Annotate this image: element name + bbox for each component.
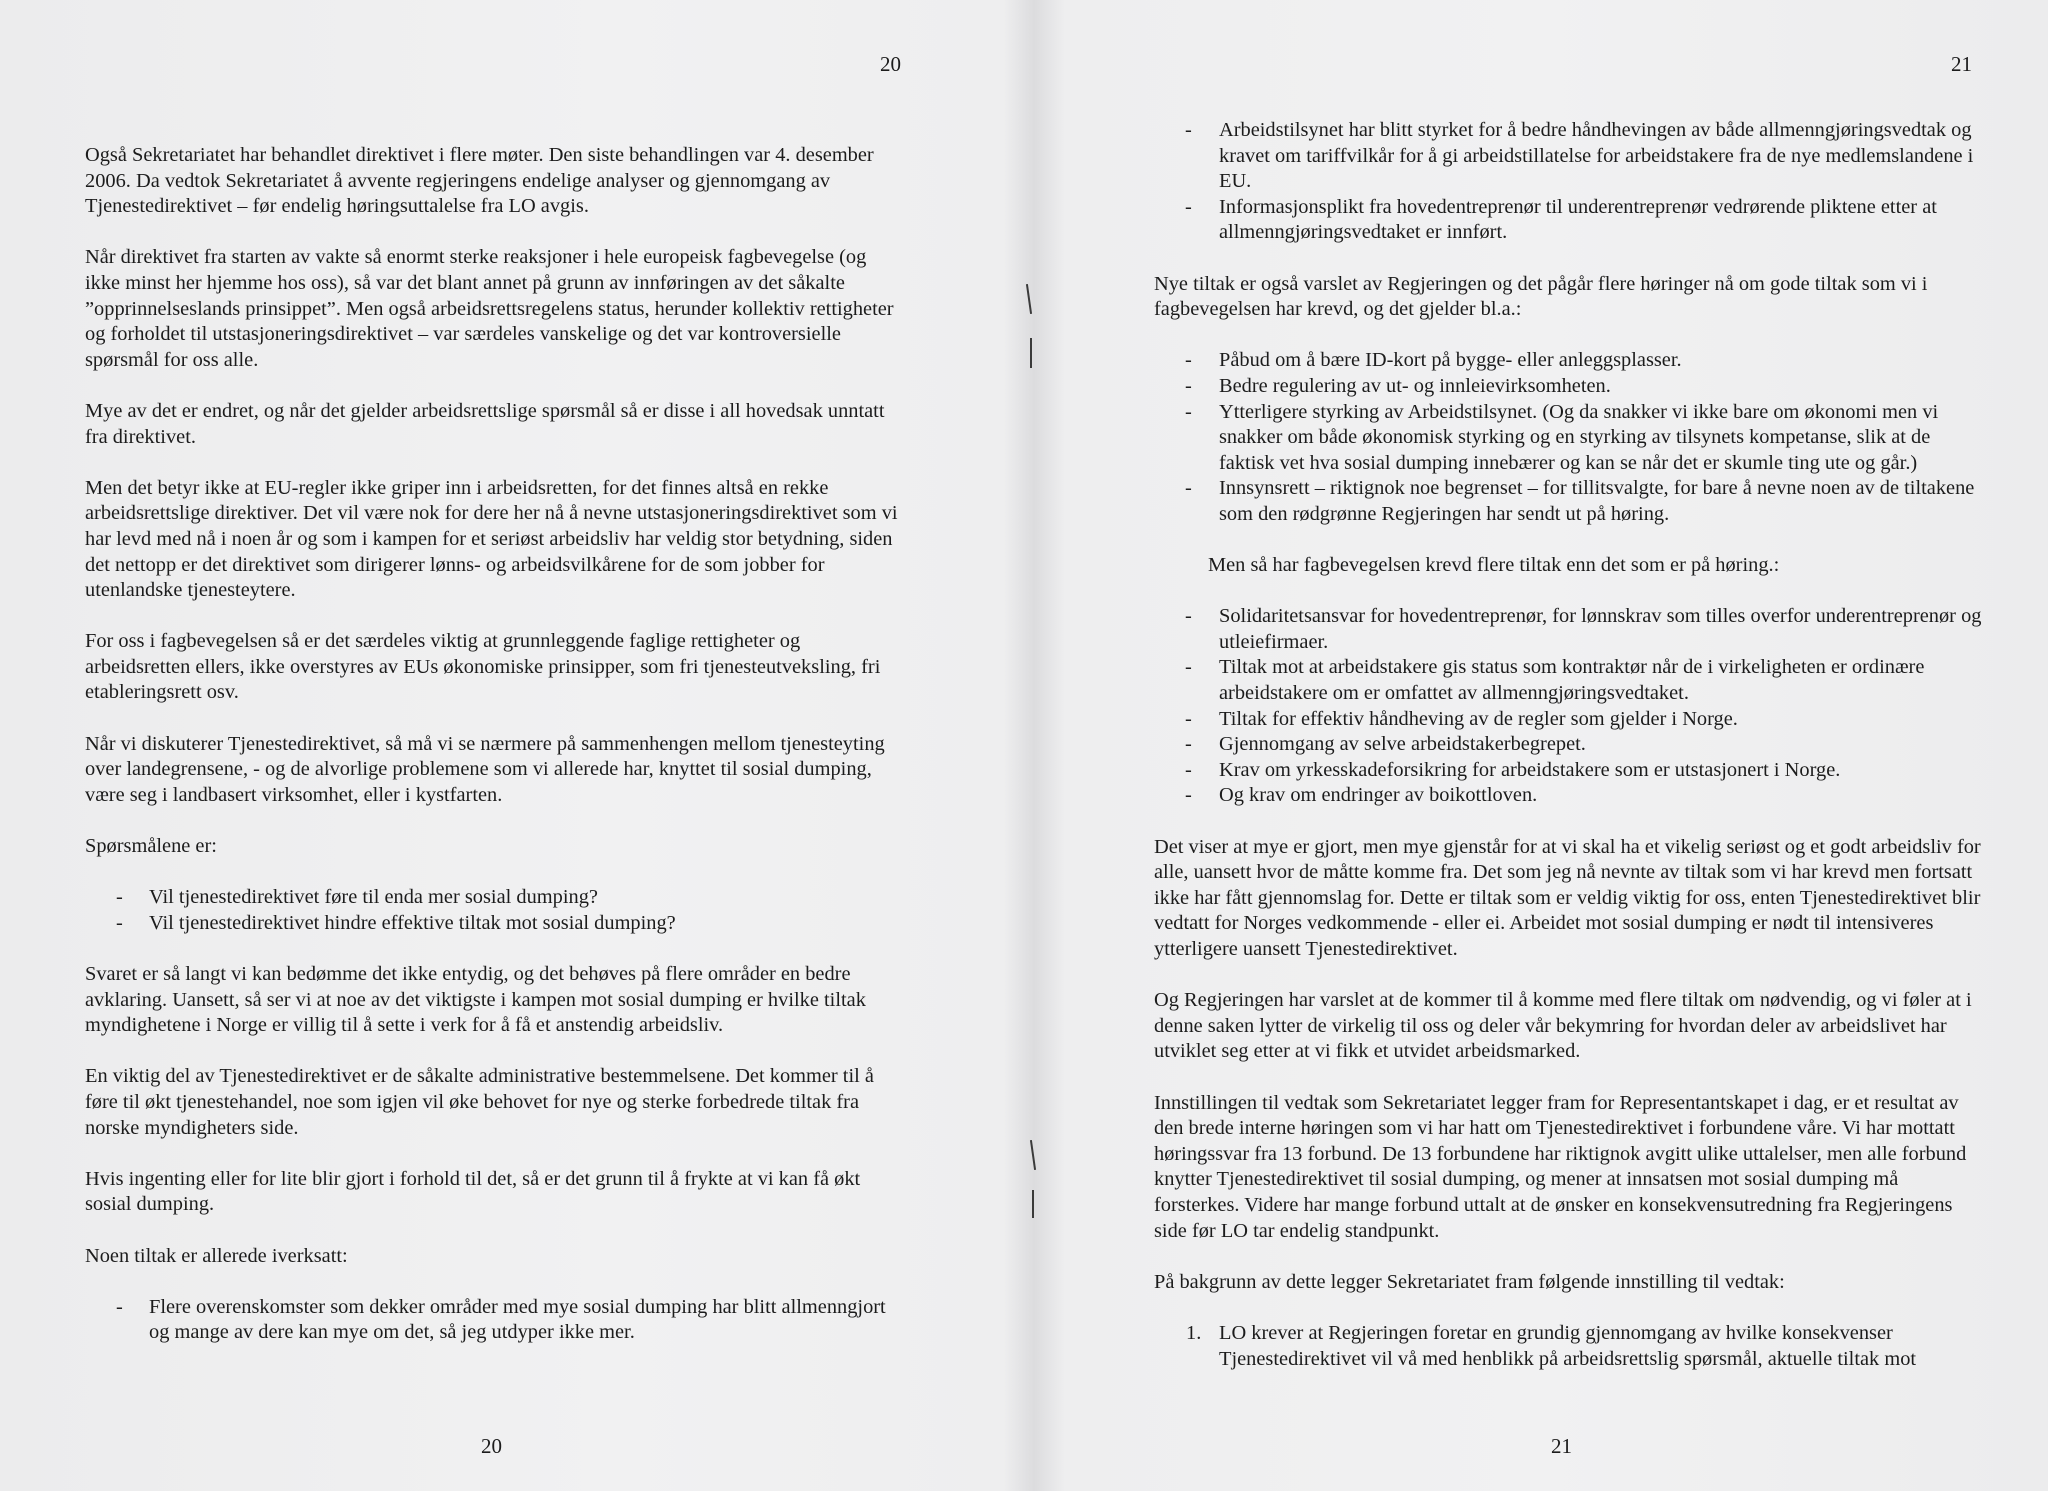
paragraph: Det viser at mye er gjort, men mye gjenstår for at vi skal ha et vikelig seriøst og et godt arbeidsliv for alle, uansett hvor de måtte komme fra. Det som jeg nå nevnte av tiltak som vi har krevd men fortsatt ikke har fått gjennomslag for. Dette er tiltak som er veldig viktig for oss, enten Tjenestedirektivet blir vedtatt for Norges vedkommende - eller ei. Arbeidet mot sosial dumping er nødt til intensiveres ytterligere uansett Tjenestedirektivet.	[1154, 835, 1981, 960]
paragraph: Mye av det er endret, og når det gjelder arbeidsrettslige spørsmål så er disse i all hovedsak unntatt fra direktivet.	[85, 399, 885, 448]
demanded-measures-list	[1154, 604, 1984, 809]
page-21	[1024, 0, 2048, 1491]
page-number-bottom: 21	[1551, 1434, 1572, 1458]
staple-mark	[1032, 1190, 1034, 1218]
paragraph: En viktig del av Tjenestedirektivet er de såkalte administrative bestemmelsene. Det kommer til å føre til økt tjenestehandel, noe som igjen vil øke behovet for nye og sterke forbedrede tiltak fra norske myndigheters side.	[85, 1065, 874, 1139]
paragraph: Hvis ingenting eller for lite blir gjort i forhold til det, så er det grunn til å frykte at vi kan få økt sosial dumping.	[85, 1167, 861, 1216]
dash-bullet: -	[1185, 477, 1192, 500]
paragraph: Når direktivet fra starten av vakte så enormt sterke reaksjoner i hele europeisk fagbevegelse (og ikke minst her hjemme hos oss), så var det blant annet på grunn av innføringen av det såkalte ”opprinnelseslands prinsippet”. Men også arbeidsrettsregelens status, herunder kollektiv rettigheter og forholdet til utstasjoneringsdirektivet – var særdeles vanskelige og det var kontroversielle spørsmål for oss alle.	[85, 246, 894, 371]
staple-mark	[1026, 284, 1032, 314]
page-number-bottom: 20	[481, 1434, 502, 1458]
dash-bullet: -	[1185, 349, 1192, 372]
paragraph: Nye tiltak er også varslet av Regjeringen og det pågår flere høringer nå om gode tiltak som vi i fagbevegelsen har krevd, og det gjelder bl.a.:	[1154, 272, 1928, 321]
staple-marks	[1024, 0, 1064, 1491]
list-item: - Bedre regulering av ut- og innleievirksomheten.	[1154, 374, 1984, 400]
dash-bullet: -	[1185, 758, 1192, 781]
dash-bullet: -	[1185, 605, 1192, 628]
dash-bullet: -	[116, 1295, 123, 1318]
paragraph: Innstillingen til vedtak som Sekretariatet legger fram for Representantskapet i dag, er et resultat av den brede interne høringen som vi har hatt om Tjenestedirektivet i forbundene våre. Vi har mottatt høringssvar fra 13 forbund. De 13 forbundene har riktignok avgitt ulike uttalelser, men alle forbund knytter Tjenestedirektivet til sosial dumping, og mener at innsatsen mot sosial dumping må forsterkes. Videre har mange forbund uttalt at de ønsker en konsekvensutredning fra Regjeringens side før LO tar endelig standpunkt.	[1154, 1091, 1967, 1242]
list-item: - Tiltak for effektiv håndheving av de regler som gjelder i Norge.	[1154, 707, 1984, 733]
page-body	[85, 143, 905, 1372]
dash-bullet: -	[1185, 656, 1192, 679]
list-item: - Og krav om endringer av boikottloven.	[1154, 783, 1984, 809]
paragraph: Noen tiltak er allerede iverksatt:	[85, 1244, 348, 1267]
paragraph: Når vi diskuterer Tjenestedirektivet, så må vi se nærmere på sammenhengen mellom tjenesteyting over landegrensene, - og de alvorlige problemene som vi allerede har, knyttet til sosial dumping, være seg i landbasert virksomhet, eller i kystfarten.	[85, 732, 885, 806]
dash-bullet: -	[1185, 784, 1192, 807]
list-item: - Informasjonsplikt fra hovedentreprenør til underentreprenør vedrørende pliktene etter at allmenngjøringsvedtaket er innført.	[1185, 195, 1937, 244]
dash-bullet: -	[1185, 707, 1192, 730]
list-item: - Innsynsrett – riktignok noe begrenset – for tillitsvalgte, for bare å nevne noen av de tiltakene som den rødgrønne Regjeringen har sendt ut på høring.	[1185, 477, 1975, 525]
paragraph: Også Sekretariatet har behandlet direktivet i flere møter. Den siste behandlingen var 4. desember 2006. Da vedtok Sekretariatet å avvente regjeringens endelige analyser og gjennomgang av Tjenestedirektivet – før endelig høringsuttalelse fra LO avgis.	[85, 144, 874, 218]
list-number: 1.	[1186, 1321, 1202, 1344]
page-body	[1154, 118, 1984, 1372]
dash-bullet: -	[1185, 119, 1192, 141]
dash-bullet: -	[116, 886, 123, 909]
list-item: 1. LO krever at Regjeringen foretar en grundig gjennomgang av hvilke konsekvenser Tjenestedirektivet vil vå med henblikk på arbeidsrettslig spørsmål, aktuelle tiltak mot	[1186, 1321, 1917, 1370]
dash-bullet: -	[116, 911, 123, 934]
list-item: - Påbud om å bære ID-kort på bygge- eller anleggsplasser.	[1154, 348, 1984, 374]
paragraph: Men så har fagbevegelsen krevd flere tiltak enn det som er på høring.:	[1208, 554, 1780, 577]
question-list	[85, 885, 905, 936]
list-item: - Solidaritetsansvar for hovedentreprenør, for lønnskrav som tilles overfor underentreprenør og utleiefirmaer.	[1185, 605, 1982, 653]
list-item: - Flere overenskomster som dekker områder med mye sosial dumping har blitt allmenngjort og mange av dere kan mye om det, så jeg utdyper ikke mer.	[116, 1295, 886, 1344]
paragraph: Spørsmålene er:	[85, 835, 217, 858]
list-item: - Ytterligere styrking av Arbeidstilsynet. (Og da snakker vi ikke bare om økonomi men vi snakker om både økonomisk styrking og en styrking av tilsynets kompetanse, slik at de faktisk vet hva sosial dumping innebærer og kan se når det er skumle ting ute og går.)	[1185, 400, 1939, 474]
list-item: - Krav om yrkesskadeforsikring for arbeidstakere som er utstasjonert i Norge.	[1154, 758, 1984, 784]
measures-list-continued	[1154, 118, 1984, 246]
new-measures-list	[1154, 348, 1984, 527]
dash-bullet: -	[1185, 195, 1192, 218]
dash-bullet: -	[1185, 400, 1192, 423]
list-item: - Vil tjenestedirektivet føre til enda mer sosial dumping?	[85, 885, 905, 911]
list-item: - Arbeidstilsynet har blitt styrket for å bedre håndhevingen av både allmenngjøringsvedtak og kravet om tariffvilkår for å gi arbeidstillatelse for arbeidstakere fra de nye medlemslandene i EU.	[1185, 119, 1974, 193]
resolution-list	[1154, 1321, 1984, 1372]
paragraph: Og Regjeringen har varslet at de kommer til å komme med flere tiltak om nødvendig, og vi føler at i denne saken lytter de virkelig til oss og deler vår bekymring for hvordan deler av arbeidslivet har utviklet seg etter at vi fikk et utvidet arbeidsmarked.	[1154, 989, 1972, 1063]
measures-list	[85, 1295, 905, 1346]
dash-bullet: -	[1185, 374, 1192, 397]
list-item: - Vil tjenestedirektivet hindre effektive tiltak mot sosial dumping?	[85, 911, 905, 937]
page-number-top: 20	[880, 52, 901, 76]
paragraph: Svaret er så langt vi kan bedømme det ikke entydig, og det behøves på flere områder en bedre avklaring. Uansett, så ser vi at noe av det viktigste i kampen mot sosial dumping er hvilke tiltak myndighetene i Norge er villig til å sette i verk for å få et anstendig arbeidsliv.	[85, 963, 866, 1037]
list-item: - Tiltak mot at arbeidstakere gis status som kontraktør når de i virkeligheten er ordinære arbeidstakere om er omfattet av allmenngjøringsvedtaket.	[1185, 656, 1925, 705]
staple-mark	[1030, 338, 1032, 368]
paragraph: For oss i fagbevegelsen så er det særdeles viktig at grunnleggende faglige rettigheter og arbeidsretten ellers, ikke overstyres av EUs økonomiske prinsipper, som fri tjenesteutveksling, fri etableringsrett osv.	[85, 630, 881, 704]
staple-mark	[1030, 1140, 1036, 1170]
page-number-top: 21	[1951, 52, 1972, 76]
list-item: - Gjennomgang av selve arbeidstakerbegrepet.	[1154, 732, 1984, 758]
paragraph: På bakgrunn av dette legger Sekretariatet fram følgende innstilling til vedtak:	[1154, 1270, 1785, 1293]
paragraph: Men det betyr ikke at EU-regler ikke griper inn i arbeidsretten, for det finnes altså en rekke arbeidsrettslige direktiver. Det vil være nok for dere her nå å nevne utstasjoneringsdirektivet som vi har levd med nå i noen år og som i kampen for et seriøst arbeidsliv har veldig stor betydning, siden det nettopp er det direktivet som dirigerer lønns- og arbeidsvilkårene for de som jobber for utenlandske tjenesteytere.	[85, 476, 898, 602]
dash-bullet: -	[1185, 733, 1192, 756]
